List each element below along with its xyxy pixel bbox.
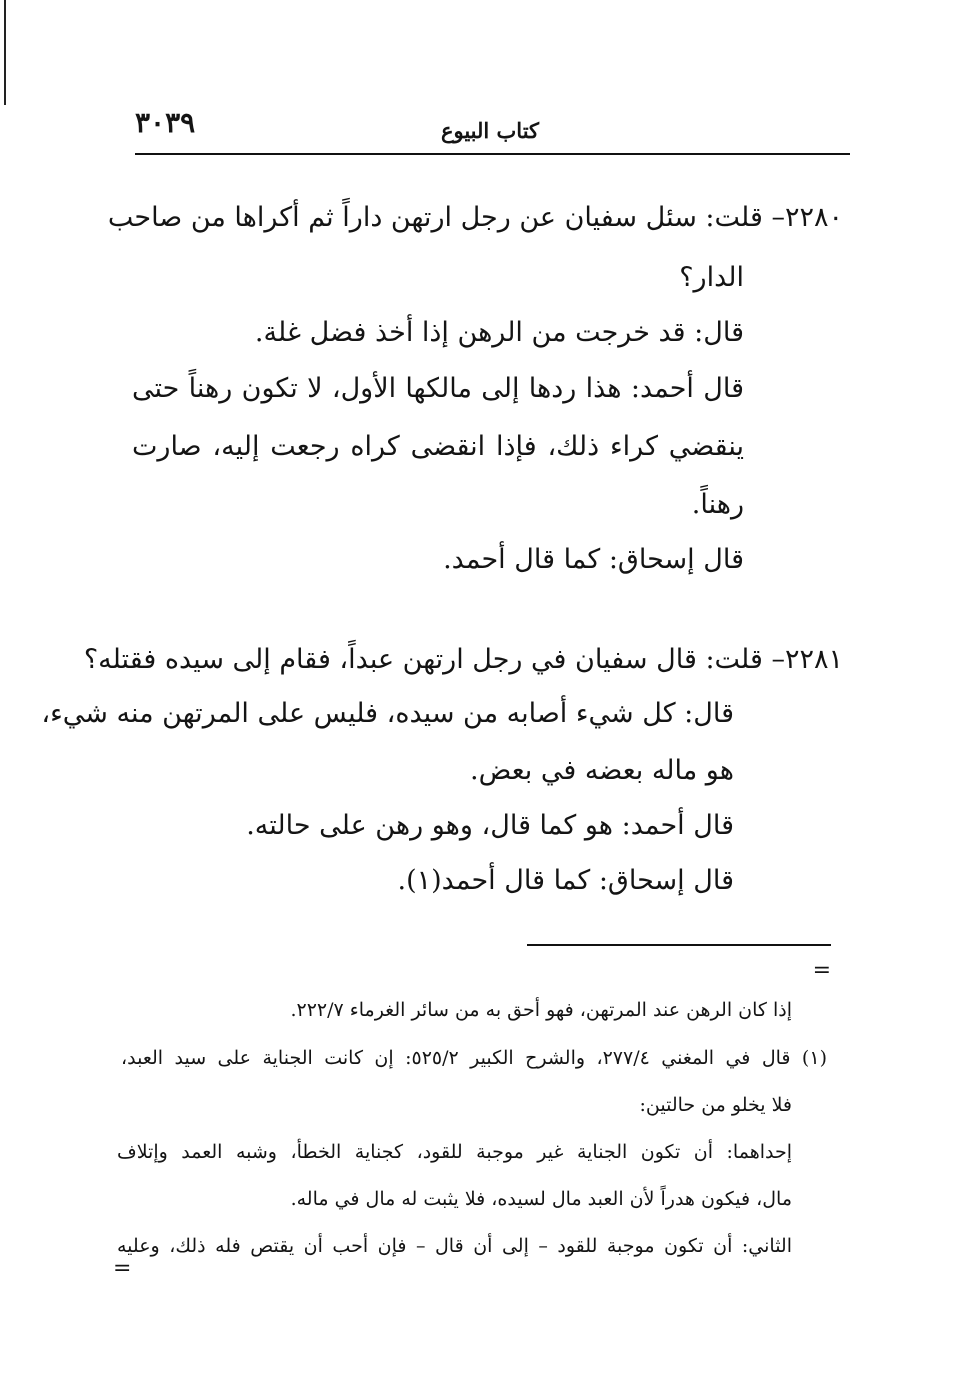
- footnote-line-6: الثاني: أن تكون موجبة للقود – إلى أن قال – فإن أحب أن يقتص فله ذلك، وعليه: [117, 1235, 792, 1257]
- entry-2280-line-7: قال إسحاق: كما قال أحمد.: [443, 544, 744, 575]
- footnote-line-1: إذا كان الرهن عند المرتهن، فهو أحق به من سائر الغرماء ٢٢٢/٧.: [290, 999, 792, 1021]
- footnote-continuation-mark: =: [812, 958, 831, 983]
- footnote-line-4: إحداهما: أن تكون الجناية غير موجبة للقود، كجناية الخطأ، وشبه العمد وإتلاف: [117, 1141, 792, 1163]
- entry-2281-line-5: قال إسحاق: كما قال أحمد(١).: [397, 865, 734, 896]
- entry-2280-line-3: قال: قد خرجت من الرهن إذا أخذ فضل غلة.: [254, 317, 744, 348]
- footnote-line-2: (١) قال في المغني ٢٧٧/٤، والشرح الكبير ٥٢٥/٢: إن كانت الجناية على سيد العبد،: [121, 1047, 827, 1069]
- scan-edge-line: [4, 0, 6, 105]
- entry-2281-line-4: قال أحمد: هو كما قال، وهو رهن على حالته.: [246, 810, 734, 841]
- footnote-line-3: فلا يخلو من حالتين:: [639, 1094, 792, 1116]
- entry-2281-line-1: ٢٢٨١– قلت: قال سفيان في رجل ارتهن عبداً، فقام إلى سيده فقتله؟: [83, 644, 843, 675]
- entry-2280-line-6: رهناً.: [691, 489, 744, 520]
- footnote-end-mark: =: [113, 1256, 132, 1281]
- entry-2280-line-1: ٢٢٨٠– قلت: سئل سفيان عن رجل ارتهن داراً ثم أكراها من صاحب: [107, 202, 843, 233]
- running-head: كتاب البيوع: [440, 118, 540, 143]
- entry-2280-line-5: ينقضي كراء ذلك، فإذا انقضى كراه رجعت إليه، صارت: [132, 431, 744, 462]
- footnote-rule: [527, 944, 831, 946]
- header-rule: [135, 153, 850, 155]
- page-number: ٣٠٣٩: [135, 106, 196, 139]
- footnote-line-5: مال، فيكون هدراً لأن العبد مال لسيده، فلا يثبت له مال في ماله.: [290, 1188, 792, 1210]
- entry-2281-line-3: هو ماله بعضه في بعض.: [470, 755, 734, 786]
- entry-2281-line-2: قال: كل شيء أصابه من سيده، فليس على المرتهن منه شيء،: [41, 698, 734, 729]
- entry-2280-line-4: قال أحمد: هذا ردها إلى مالكها الأول، لا تكون رهناً حتى: [132, 373, 744, 404]
- entry-2280-line-2: الدار؟: [679, 262, 744, 293]
